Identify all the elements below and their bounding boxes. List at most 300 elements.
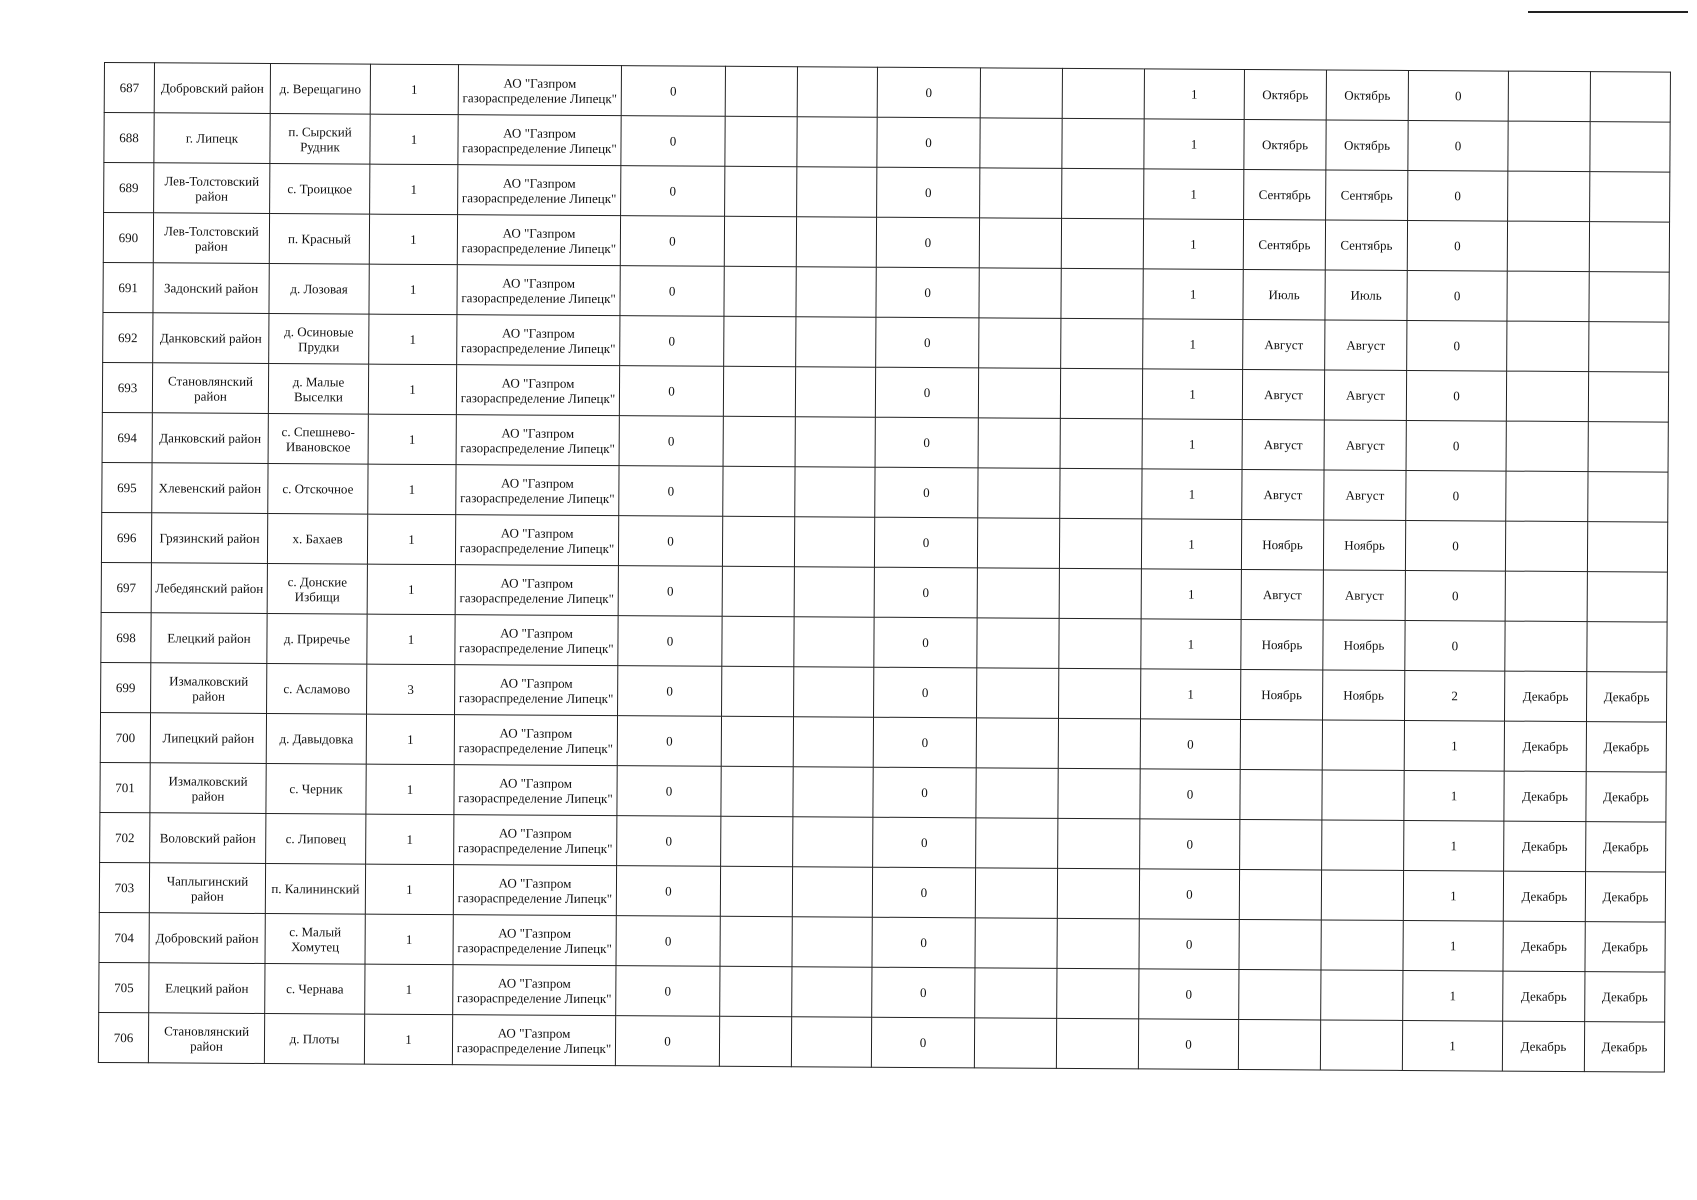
- month-cell: Октябрь: [1244, 119, 1326, 169]
- value-cell: 0: [1140, 769, 1240, 820]
- organization-cell: АО "Газпром газораспределение Липецк": [458, 65, 621, 116]
- value-cell: 1: [1404, 720, 1504, 771]
- value-cell: [1062, 168, 1144, 218]
- value-cell: 0: [1407, 320, 1507, 371]
- value-cell: [980, 118, 1062, 168]
- row-number: 700: [100, 712, 150, 762]
- value-cell: [793, 767, 873, 817]
- value-cell: [791, 1017, 871, 1067]
- organization-cell: АО "Газпром газораспределение Липецк": [453, 915, 616, 966]
- value-cell: [796, 267, 876, 317]
- row-number: 695: [102, 462, 152, 512]
- value-cell: [979, 268, 1061, 318]
- count-cell: 1: [367, 614, 455, 665]
- value-cell: 1: [1142, 419, 1242, 470]
- month-cell: Декабрь: [1503, 871, 1585, 921]
- value-cell: 1: [1143, 219, 1243, 270]
- value-cell: 0: [872, 867, 975, 918]
- value-cell: [720, 966, 792, 1016]
- value-cell: [976, 768, 1058, 819]
- value-cell: 0: [876, 267, 979, 318]
- value-cell: [1060, 418, 1142, 468]
- organization-cell: АО "Газпром газораспределение Липецк": [456, 465, 619, 516]
- value-cell: 0: [875, 367, 978, 418]
- value-cell: 0: [619, 466, 723, 517]
- value-cell: [975, 868, 1057, 918]
- value-cell: [792, 967, 872, 1017]
- month-cell: [1590, 122, 1670, 172]
- count-cell: 1: [370, 114, 458, 165]
- settlement-cell: с. Троицкое: [270, 164, 370, 215]
- value-cell: [794, 667, 874, 717]
- count-cell: 1: [366, 764, 454, 815]
- value-cell: 1: [1141, 619, 1241, 670]
- month-cell: Декабрь: [1584, 1022, 1664, 1072]
- value-cell: [1061, 318, 1143, 368]
- value-cell: [976, 718, 1058, 769]
- value-cell: 1: [1141, 519, 1241, 570]
- month-cell: Октябрь: [1244, 69, 1326, 119]
- month-cell: [1508, 171, 1590, 221]
- row-number: 699: [101, 662, 151, 712]
- month-cell: Июль: [1243, 269, 1325, 319]
- value-cell: 0: [616, 866, 720, 917]
- value-cell: 0: [1139, 919, 1239, 970]
- month-cell: Ноябрь: [1241, 619, 1323, 670]
- value-cell: [1059, 618, 1141, 668]
- month-cell: [1590, 172, 1670, 222]
- value-cell: [723, 366, 795, 416]
- value-cell: 0: [1408, 170, 1508, 221]
- value-cell: [721, 816, 793, 866]
- month-cell: Декабрь: [1585, 922, 1665, 972]
- month-cell: Август: [1324, 420, 1406, 470]
- value-cell: 1: [1404, 820, 1504, 871]
- value-cell: 1: [1403, 970, 1503, 1021]
- value-cell: 0: [615, 1016, 719, 1067]
- value-cell: [978, 468, 1060, 518]
- value-cell: [797, 117, 877, 167]
- row-number: 698: [101, 612, 151, 662]
- value-cell: [797, 167, 877, 217]
- month-cell: Декабрь: [1504, 721, 1586, 772]
- settlement-cell: д. Давыдовка: [266, 714, 366, 765]
- organization-cell: АО "Газпром газораспределение Липецк": [453, 965, 616, 1016]
- value-cell: [793, 717, 873, 767]
- month-cell: [1322, 820, 1404, 870]
- value-cell: [1061, 218, 1143, 268]
- district-cell: Чаплыгинский район: [149, 863, 265, 914]
- settlement-cell: х. Бахаев: [267, 514, 367, 565]
- count-cell: 1: [367, 514, 455, 565]
- value-cell: 0: [1139, 969, 1239, 1020]
- month-cell: Декабрь: [1505, 671, 1587, 721]
- value-cell: 0: [619, 416, 723, 467]
- value-cell: 0: [616, 966, 720, 1017]
- value-cell: 0: [621, 116, 725, 167]
- organization-cell: АО "Газпром газораспределение Липецк": [458, 115, 621, 166]
- value-cell: [796, 317, 876, 367]
- value-cell: [722, 516, 794, 566]
- value-cell: 1: [1142, 469, 1242, 520]
- district-cell: Данковский район: [153, 313, 269, 364]
- value-cell: [1059, 518, 1141, 569]
- value-cell: 0: [872, 967, 975, 1018]
- value-cell: 0: [618, 666, 722, 717]
- value-cell: 0: [874, 517, 977, 568]
- month-cell: [1239, 919, 1321, 970]
- value-cell: [722, 666, 794, 716]
- value-cell: 1: [1403, 920, 1503, 971]
- month-cell: Ноябрь: [1241, 519, 1323, 569]
- value-cell: [797, 67, 877, 117]
- month-cell: Декабрь: [1585, 872, 1665, 922]
- district-cell: Елецкий район: [149, 963, 265, 1014]
- month-cell: [1321, 870, 1403, 921]
- count-cell: 1: [365, 914, 453, 965]
- value-cell: 0: [1407, 220, 1507, 271]
- month-cell: Декабрь: [1586, 672, 1666, 722]
- month-cell: Ноябрь: [1323, 670, 1405, 720]
- month-cell: Декабрь: [1502, 1021, 1584, 1071]
- value-cell: [975, 968, 1057, 1019]
- value-cell: 0: [1140, 819, 1240, 870]
- value-cell: 0: [875, 417, 978, 468]
- value-cell: [1059, 568, 1141, 619]
- organization-cell: АО "Газпром газораспределение Липецк": [457, 215, 620, 266]
- month-cell: Декабрь: [1586, 772, 1666, 822]
- value-cell: 0: [874, 617, 977, 668]
- value-cell: [719, 1016, 791, 1066]
- row-number: 687: [104, 63, 154, 113]
- organization-cell: АО "Газпром газораспределение Липецк": [458, 165, 621, 216]
- month-cell: [1506, 421, 1588, 472]
- value-cell: [724, 266, 796, 316]
- month-cell: Ноябрь: [1323, 620, 1405, 670]
- settlement-cell: д. Лозовая: [269, 264, 369, 315]
- district-cell: Лев-Толстовский район: [153, 213, 269, 264]
- district-cell: Грязинский район: [151, 513, 267, 564]
- month-cell: Август: [1243, 319, 1325, 370]
- district-cell: Добровский район: [154, 63, 270, 114]
- value-cell: 0: [877, 117, 980, 168]
- district-cell: Лев-Толстовский район: [154, 163, 270, 214]
- value-cell: 0: [1405, 520, 1505, 571]
- month-cell: [1587, 572, 1667, 622]
- count-cell: 1: [365, 964, 453, 1015]
- value-cell: [1057, 918, 1139, 969]
- value-cell: [792, 917, 872, 967]
- organization-cell: АО "Газпром газораспределение Липецк": [456, 415, 619, 466]
- organization-cell: АО "Газпром газораспределение Липецк": [455, 515, 618, 566]
- value-cell: 0: [620, 266, 724, 317]
- row-number: 702: [100, 812, 150, 862]
- month-cell: Август: [1325, 320, 1407, 370]
- district-cell: Хлевенский район: [152, 463, 268, 514]
- count-cell: 1: [366, 814, 454, 865]
- row-number: 697: [101, 562, 151, 612]
- settlement-cell: п. Сырский Рудник: [270, 114, 370, 165]
- value-cell: 0: [1405, 620, 1505, 671]
- district-cell: Задонский район: [153, 263, 269, 314]
- value-cell: 0: [1408, 70, 1508, 121]
- month-cell: [1238, 1019, 1320, 1069]
- district-cell: Становлянский район: [152, 363, 268, 414]
- value-cell: 0: [873, 717, 976, 768]
- row-number: 703: [99, 862, 149, 912]
- value-cell: [794, 517, 874, 567]
- value-cell: 0: [1406, 420, 1506, 471]
- count-cell: 1: [369, 214, 457, 265]
- row-number: 693: [102, 362, 152, 412]
- month-cell: Август: [1242, 469, 1324, 519]
- value-cell: [980, 168, 1062, 218]
- value-cell: [795, 417, 875, 467]
- month-cell: [1590, 72, 1670, 122]
- month-cell: Декабрь: [1504, 821, 1586, 871]
- count-cell: 1: [367, 564, 455, 615]
- month-cell: [1588, 472, 1668, 522]
- value-cell: 0: [1406, 470, 1506, 521]
- month-cell: [1506, 371, 1588, 421]
- settlement-cell: д. Малые Выселки: [268, 364, 368, 415]
- value-cell: 0: [873, 817, 976, 868]
- value-cell: [795, 467, 875, 517]
- month-cell: [1589, 322, 1669, 372]
- value-cell: 1: [1142, 369, 1242, 420]
- value-cell: [978, 368, 1060, 418]
- value-cell: [721, 716, 793, 766]
- organization-cell: АО "Газпром газораспределение Липецк": [455, 615, 618, 666]
- value-cell: 1: [1144, 169, 1244, 220]
- count-cell: 1: [368, 464, 456, 515]
- value-cell: 0: [619, 366, 723, 417]
- month-cell: [1507, 221, 1589, 271]
- month-cell: [1322, 770, 1404, 821]
- month-cell: Август: [1323, 570, 1405, 621]
- district-cell: Измалковский район: [151, 663, 267, 714]
- value-cell: [1057, 868, 1139, 919]
- month-cell: [1322, 720, 1404, 771]
- month-cell: [1588, 372, 1668, 422]
- settlement-cell: с. Отскочное: [268, 464, 368, 515]
- settlement-cell: с. Чернава: [265, 964, 365, 1015]
- value-cell: 0: [618, 516, 722, 567]
- count-cell: 3: [367, 664, 455, 715]
- organization-cell: АО "Газпром газораспределение Липецк": [457, 315, 620, 366]
- value-cell: 0: [1138, 1019, 1238, 1070]
- count-cell: 1: [369, 264, 457, 315]
- value-cell: [1060, 368, 1142, 419]
- district-cell: Воловский район: [150, 813, 266, 864]
- value-cell: 1: [1143, 269, 1243, 320]
- month-cell: Август: [1242, 369, 1324, 419]
- value-cell: 1: [1144, 119, 1244, 170]
- month-cell: [1240, 719, 1322, 770]
- count-cell: 1: [365, 864, 453, 915]
- value-cell: [980, 68, 1062, 118]
- district-cell: Елецкий район: [151, 613, 267, 664]
- value-cell: [975, 918, 1057, 969]
- month-cell: [1508, 121, 1590, 171]
- district-cell: г. Липецк: [154, 113, 270, 164]
- value-cell: [724, 216, 796, 266]
- value-cell: [976, 818, 1058, 868]
- month-cell: Сентябрь: [1244, 169, 1326, 219]
- organization-cell: АО "Газпром газораспределение Липецк": [455, 665, 618, 716]
- month-cell: Декабрь: [1503, 971, 1585, 1022]
- value-cell: [977, 568, 1059, 619]
- month-cell: Октябрь: [1326, 70, 1408, 120]
- count-cell: 1: [370, 64, 458, 115]
- month-cell: Август: [1241, 569, 1323, 620]
- value-cell: [722, 616, 794, 666]
- value-cell: [792, 867, 872, 917]
- row-number: 696: [101, 512, 151, 562]
- settlement-cell: д. Верещагино: [270, 64, 370, 115]
- row-number: 690: [103, 213, 153, 263]
- month-cell: [1321, 970, 1403, 1020]
- month-cell: Декабрь: [1504, 771, 1586, 822]
- value-cell: [793, 817, 873, 867]
- top-rule: [1528, 11, 1688, 13]
- count-cell: 1: [364, 1014, 452, 1065]
- settlement-cell: с. Малый Хомутец: [265, 914, 365, 965]
- district-cell: Данковский район: [152, 413, 268, 464]
- organization-cell: АО "Газпром газораспределение Липецк": [454, 715, 617, 766]
- organization-cell: АО "Газпром газораспределение Липецк": [455, 565, 618, 616]
- settlement-cell: п. Калининский: [265, 864, 365, 915]
- district-cell: Становлянский район: [148, 1013, 264, 1064]
- value-cell: 1: [1402, 1020, 1502, 1071]
- value-cell: 0: [874, 567, 977, 618]
- value-cell: 0: [618, 616, 722, 667]
- value-cell: 0: [877, 167, 980, 218]
- value-cell: [974, 1018, 1056, 1068]
- value-cell: 0: [617, 766, 721, 817]
- month-cell: [1508, 71, 1590, 121]
- row-number: 705: [99, 962, 149, 1012]
- settlement-cell: с. Спешнево-Ивановское: [268, 414, 368, 465]
- row-number: 706: [98, 1012, 148, 1062]
- value-cell: 0: [873, 767, 976, 818]
- value-cell: 0: [872, 917, 975, 968]
- month-cell: [1320, 1020, 1402, 1071]
- month-cell: [1587, 522, 1667, 572]
- district-cell: Лебедянский район: [151, 563, 267, 614]
- district-cell: Добровский район: [149, 913, 265, 964]
- value-cell: 0: [877, 67, 980, 118]
- value-cell: [720, 866, 792, 916]
- row-number: 688: [104, 113, 154, 163]
- month-cell: Сентябрь: [1326, 170, 1408, 220]
- value-cell: 0: [621, 66, 725, 117]
- value-cell: [1058, 718, 1140, 769]
- month-cell: Сентябрь: [1243, 219, 1325, 269]
- month-cell: [1240, 819, 1322, 869]
- value-cell: [979, 318, 1061, 368]
- value-cell: [725, 116, 797, 166]
- settlement-cell: с. Черник: [266, 764, 366, 815]
- value-cell: 0: [1407, 270, 1507, 321]
- settlement-cell: с. Асламово: [267, 664, 367, 715]
- value-cell: [723, 466, 795, 516]
- value-cell: [978, 418, 1060, 468]
- value-cell: [725, 66, 797, 116]
- value-cell: [1058, 768, 1140, 819]
- value-cell: [725, 166, 797, 216]
- value-cell: [796, 217, 876, 267]
- month-cell: Август: [1324, 470, 1406, 520]
- month-cell: [1239, 969, 1321, 1020]
- organization-cell: АО "Газпром газораспределение Липецк": [457, 265, 620, 316]
- data-table: [98, 62, 1671, 1073]
- value-cell: [794, 617, 874, 667]
- value-cell: 0: [617, 816, 721, 867]
- value-cell: [1057, 968, 1139, 1018]
- month-cell: Август: [1242, 419, 1324, 469]
- organization-cell: АО "Газпром газораспределение Липецк": [453, 865, 616, 916]
- count-cell: 1: [370, 164, 458, 215]
- month-cell: [1505, 571, 1587, 622]
- value-cell: [724, 316, 796, 366]
- count-cell: 1: [369, 314, 457, 365]
- value-cell: [720, 916, 792, 966]
- table-row: [98, 1012, 1664, 1072]
- value-cell: 0: [618, 566, 722, 617]
- row-number: 704: [99, 912, 149, 962]
- value-cell: [795, 367, 875, 417]
- count-cell: 1: [368, 364, 456, 415]
- month-cell: Ноябрь: [1241, 669, 1323, 719]
- month-cell: [1587, 622, 1667, 672]
- settlement-cell: с. Донские Избищи: [267, 564, 367, 615]
- value-cell: [723, 416, 795, 466]
- value-cell: [721, 766, 793, 816]
- organization-cell: АО "Газпром газораспределение Липецк": [456, 365, 619, 416]
- month-cell: Сентябрь: [1325, 220, 1407, 270]
- value-cell: [977, 518, 1059, 568]
- value-cell: 0: [875, 467, 978, 518]
- month-cell: [1507, 271, 1589, 321]
- row-number: 691: [103, 262, 153, 312]
- month-cell: [1239, 869, 1321, 919]
- value-cell: [1058, 818, 1140, 868]
- value-cell: 0: [1405, 570, 1505, 621]
- month-cell: Август: [1324, 370, 1406, 420]
- value-cell: [722, 566, 794, 616]
- month-cell: [1589, 272, 1669, 322]
- settlement-cell: п. Красный: [269, 214, 369, 265]
- month-cell: [1589, 222, 1669, 272]
- row-number: 701: [100, 762, 150, 812]
- value-cell: 0: [871, 1017, 974, 1068]
- month-cell: [1505, 521, 1587, 571]
- value-cell: 0: [874, 667, 977, 718]
- value-cell: 0: [617, 716, 721, 767]
- value-cell: 0: [876, 317, 979, 368]
- count-cell: 1: [366, 714, 454, 765]
- value-cell: 2: [1405, 670, 1505, 721]
- value-cell: [1059, 668, 1141, 718]
- month-cell: [1507, 321, 1589, 371]
- organization-cell: АО "Газпром газораспределение Липецк": [452, 1015, 615, 1066]
- row-number: 692: [103, 312, 153, 362]
- district-cell: Липецкий район: [150, 713, 266, 764]
- value-cell: [1062, 68, 1144, 118]
- value-cell: 1: [1403, 870, 1503, 921]
- value-cell: 0: [876, 217, 979, 268]
